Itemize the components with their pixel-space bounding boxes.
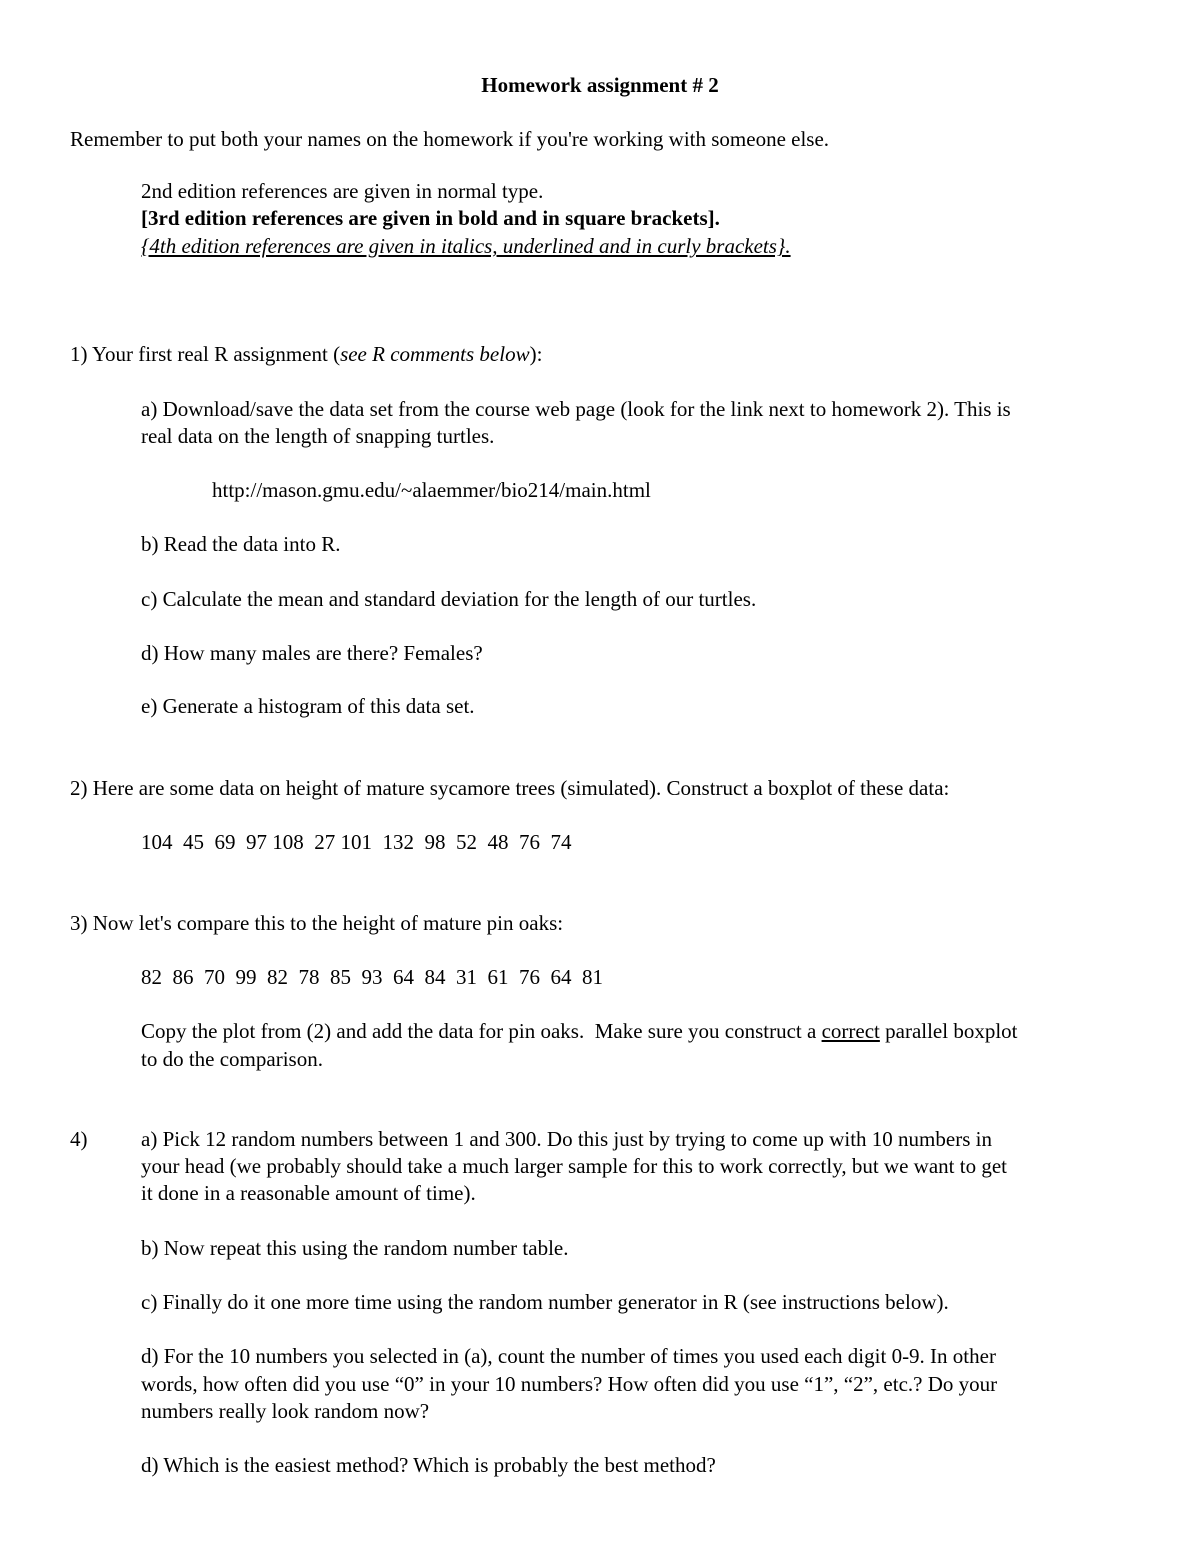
q4-d-line2: words, how often did you use “0” in your 10 numbers? How often did you use “1”, “2”, etc.? Do your [141,1372,998,1396]
q1-url: http://mason.gmu.edu/~alaemmer/bio214/main.html [212,478,651,502]
q3-copy-line1 [141,1021,1018,1042]
q1-lead: 1) Your first real R assignment ( [70,342,341,366]
q4-c: c) Finally do it one more time using the random number generator in R (see instructions below). [141,1290,949,1314]
q4-number: 4) [70,1127,88,1151]
q1-b: b) Read the data into R. [141,532,341,556]
q1-lead-end: ): [529,342,543,366]
intro-text: Remember to put both your names on the homework if you're working with someone else. [70,127,830,151]
edition-note-2nd: 2nd edition references are given in normal type. [141,179,544,203]
q1-c: c) Calculate the mean and standard deviation for the length of our turtles. [141,587,757,611]
edition-note-4th: {4th edition references are given in italics, underlined and in curly brackets}. [141,234,791,258]
q4-d-line1: d) For the 10 numbers you selected in (a), count the number of times you used each digit 0-9. In other [141,1344,996,1368]
q4-a-line1: a) Pick 12 random numbers between 1 and 300. Do this just by trying to come up with 10 numbers in [141,1127,992,1151]
q1-a-line1: a) Download/save the data set from the course web page (look for the link next to homework 2). This is [141,397,1011,421]
q1-e: e) Generate a histogram of this data set. [141,694,475,718]
q4-d2: d) Which is the easiest method? Which is probably the best method? [141,1453,716,1477]
q4-b: b) Now repeat this using the random number table. [141,1236,569,1260]
q1-lead-italic: see R comments below [340,342,530,366]
q2-data: 104 45 69 97 108 27 101 132 98 52 48 76 74 [141,830,572,854]
q3-copy-post: parallel boxplot [879,1019,1018,1043]
q4-a-line2: your head (we probably should take a much larger sample for this to work correctly, but we want to get [141,1154,1007,1178]
q1-d: d) How many males are there? Females? [141,641,483,665]
q2-text: 2) Here are some data on height of mature sycamore trees (simulated). Construct a boxplot of these data: [70,776,950,800]
q4-d-line3: numbers really look random now? [141,1399,430,1423]
q3-copy-line2: to do the comparison. [141,1047,323,1071]
edition-note-3rd: [3rd edition references are given in bold and in square brackets]. [141,206,720,230]
q3-data: 82 86 70 99 82 78 85 93 64 84 31 61 76 64 81 [141,965,603,989]
q1-heading [70,344,542,365]
q3-text: 3) Now let's compare this to the height of mature pin oaks: [70,911,564,935]
q4-a-line3: it done in a reasonable amount of time). [141,1181,476,1205]
q3-copy-pre: Copy the plot from (2) and add the data for pin oaks. Make sure you construct a [141,1019,822,1043]
q3-copy-underlined: correct [821,1019,880,1043]
page-title: Homework assignment # 2 [481,73,719,97]
q1-a-line2: real data on the length of snapping turtles. [141,424,495,448]
